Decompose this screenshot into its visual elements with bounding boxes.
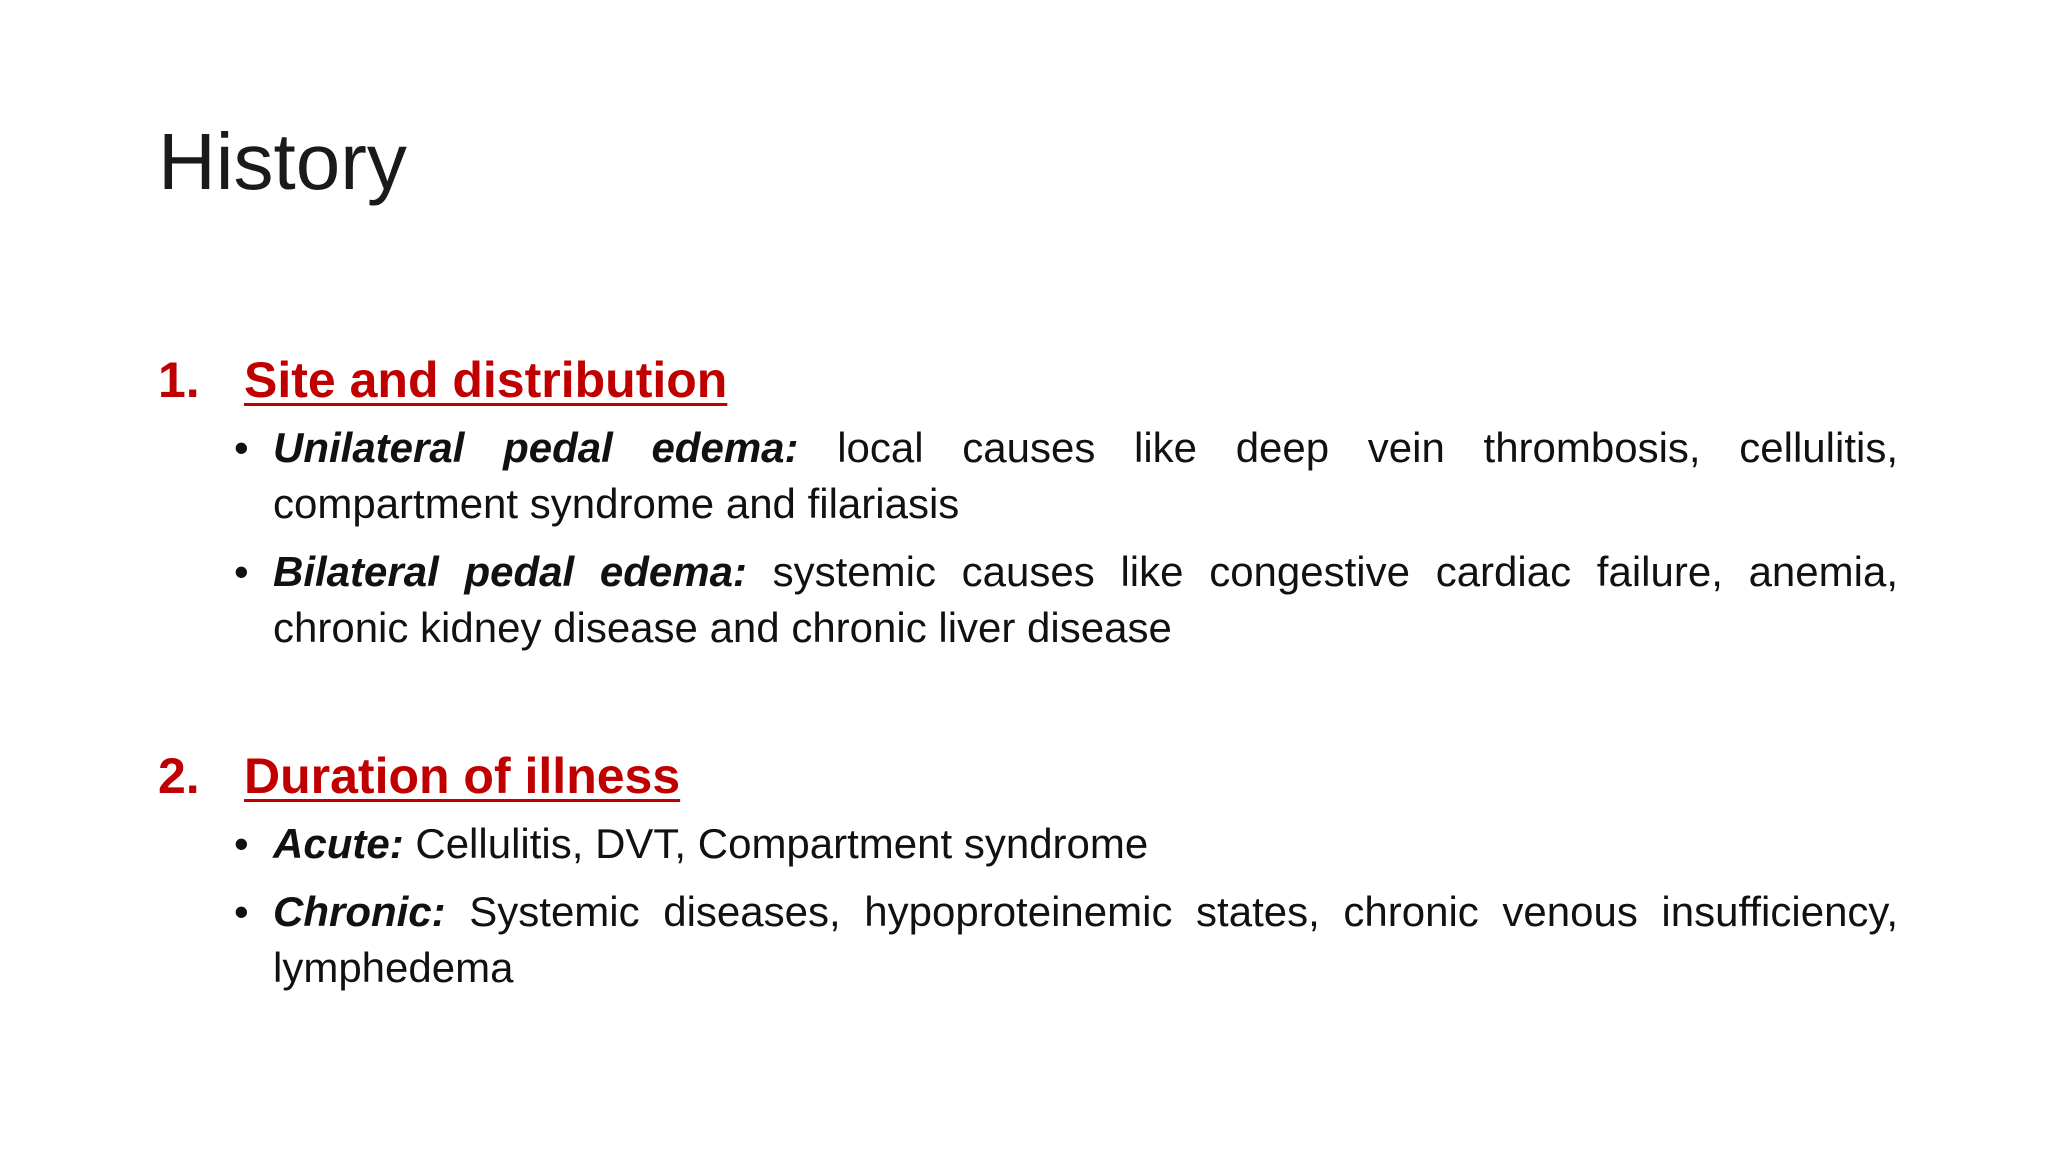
bullet-dot-icon: •: [234, 548, 249, 595]
bullet-term: Acute:: [273, 820, 404, 867]
section-title: Duration of illness: [244, 748, 681, 804]
section-number: 2.: [158, 748, 200, 804]
bullet-text: systemic causes like congestive cardiac failure, anemia, chronic kidney disease and chronic liver disease: [273, 548, 1898, 651]
section-site-distribution: [158, 350, 1898, 668]
bullet-item-unilateral: [158, 420, 1898, 532]
bullet-item-acute: [158, 816, 1898, 872]
bullet-dot-icon: •: [234, 888, 249, 935]
bullet-item-bilateral: [158, 544, 1898, 656]
bullet-text: Cellulitis, DVT, Compartment syndrome: [403, 820, 1149, 867]
section-number: 1.: [158, 352, 200, 408]
bullet-list: [158, 816, 1898, 996]
bullet-list: [158, 420, 1898, 656]
bullet-term: Chronic:: [273, 888, 446, 935]
bullet-dot-icon: •: [234, 820, 249, 867]
bullet-dot-icon: •: [234, 424, 249, 471]
section-duration-illness: [158, 746, 1898, 1008]
slide-title: History: [158, 117, 407, 206]
bullet-text: Systemic diseases, hypoproteinemic states, chronic venous insufficiency, lymphedema: [273, 888, 1898, 991]
section-heading: [158, 350, 1898, 410]
bullet-item-chronic: [158, 884, 1898, 996]
section-heading: [158, 746, 1898, 806]
bullet-term: Bilateral pedal edema:: [273, 548, 747, 595]
section-title: Site and distribution: [244, 352, 728, 408]
bullet-term: Unilateral pedal edema:: [273, 424, 799, 471]
bullet-text: local causes like deep vein thrombosis, cellulitis, compartment syndrome and filariasis: [273, 424, 1898, 527]
